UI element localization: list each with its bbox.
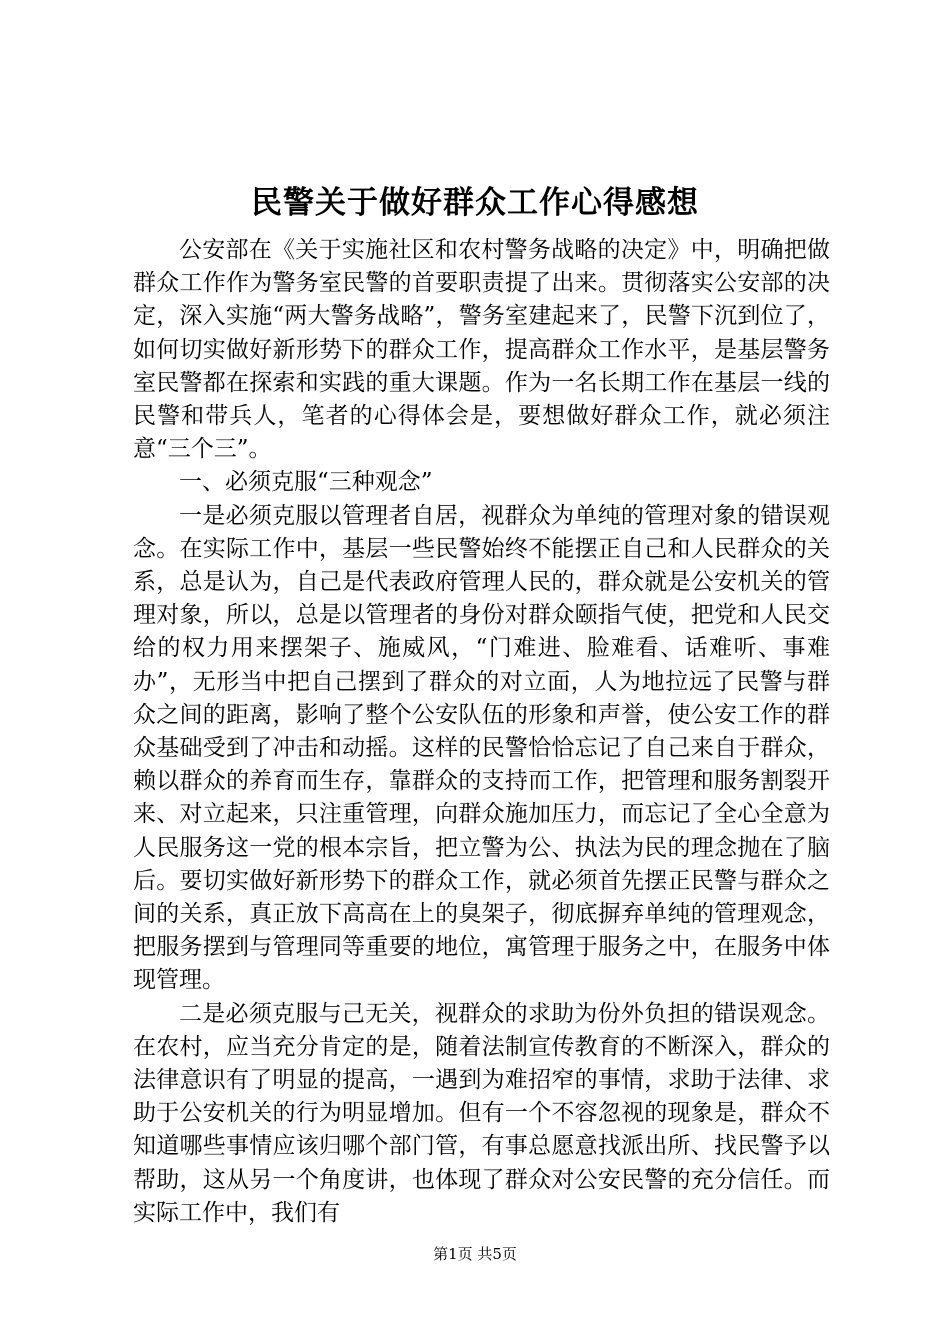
section-heading: 一、必须克服“三种观念” — [179, 469, 433, 496]
document-title: 民警关于做好群众工作心得感想 — [251, 185, 699, 221]
paragraph-point-two: 二是必须克服与己无关，视群众的求助为份外负担的错误观念。在农村，应当充分肯定的是，随着法制宣传教育的不断深入，群众的法律意识有了明显的提高，一遇到为难招窄的事情，求助于法律、求助于公安机关的行为明显增加。但有一个不容忽视的现象是，群众不知道哪些事情应该归哪个部门管，有事总愿意找派出所、找民警予以帮助，这从另一个角度讲，也体现了群众对公安民警的充分信任。而实际工作中，我们有 — [133, 1000, 830, 1226]
paragraph-point-one: 一是必须克服以管理者自居，视群众为单纯的管理对象的错误观念。在实际工作中，基层一些民警始终不能摆正自己和人民群众的关系，总是认为，自己是代表政府管理人民的，群众就是公安机关的管理对象，所以，总是以管理者的身份对群众颐指气使，把党和人民交给的权力用来摆架子、施威风，“门难进、脸难看、话难听、事难办”，无形当中把自己摆到了群众的对立面，人为地拉远了民警与群众之间的距离，影响了整个公安队伍的形象和声誉，使公安工作的群众基础受到了冲击和动摇。这样的民警恰恰忘记了自己来自于群众，赖以群众的养育而生存，靠群众的支持而工作，把管理和服务割裂开来、对立起来，只注重管理，向群众施加压力，而忘记了全心全意为人民服务这一党的根本宗旨，把立警为公、执法为民的理念抛在了脑后。要切实做好新形势下的群众工作，就必须首先摆正民警与群众之间的关系，真正放下高高在上的臭架子，彻底摒弃单纯的管理观念，把服务摆到与管理同等重要的地位，寓管理于服务之中，在服务中体现管理。 — [133, 502, 830, 994]
page-footer: 第1页 共5页 — [433, 1245, 517, 1263]
paragraph-intro: 公安部在《关于实施社区和农村警务战略的决定》中，明确把做群众工作作为警务室民警的首要职责提了出来。贯彻落实公安部的决定，深入实施“两大警务战略”，警务室建起来了，民警下沉到位了，如何切实做好新形势下的群众工作，提高群众工作水平，是基层警务室民警都在探索和实践的重大课题。作为一名长期工作在基层一线的民警和带兵人，笔者的心得体会是，要想做好群众工作，就必须注意“三个三”。 — [133, 237, 830, 463]
document-body — [133, 234, 830, 1230]
